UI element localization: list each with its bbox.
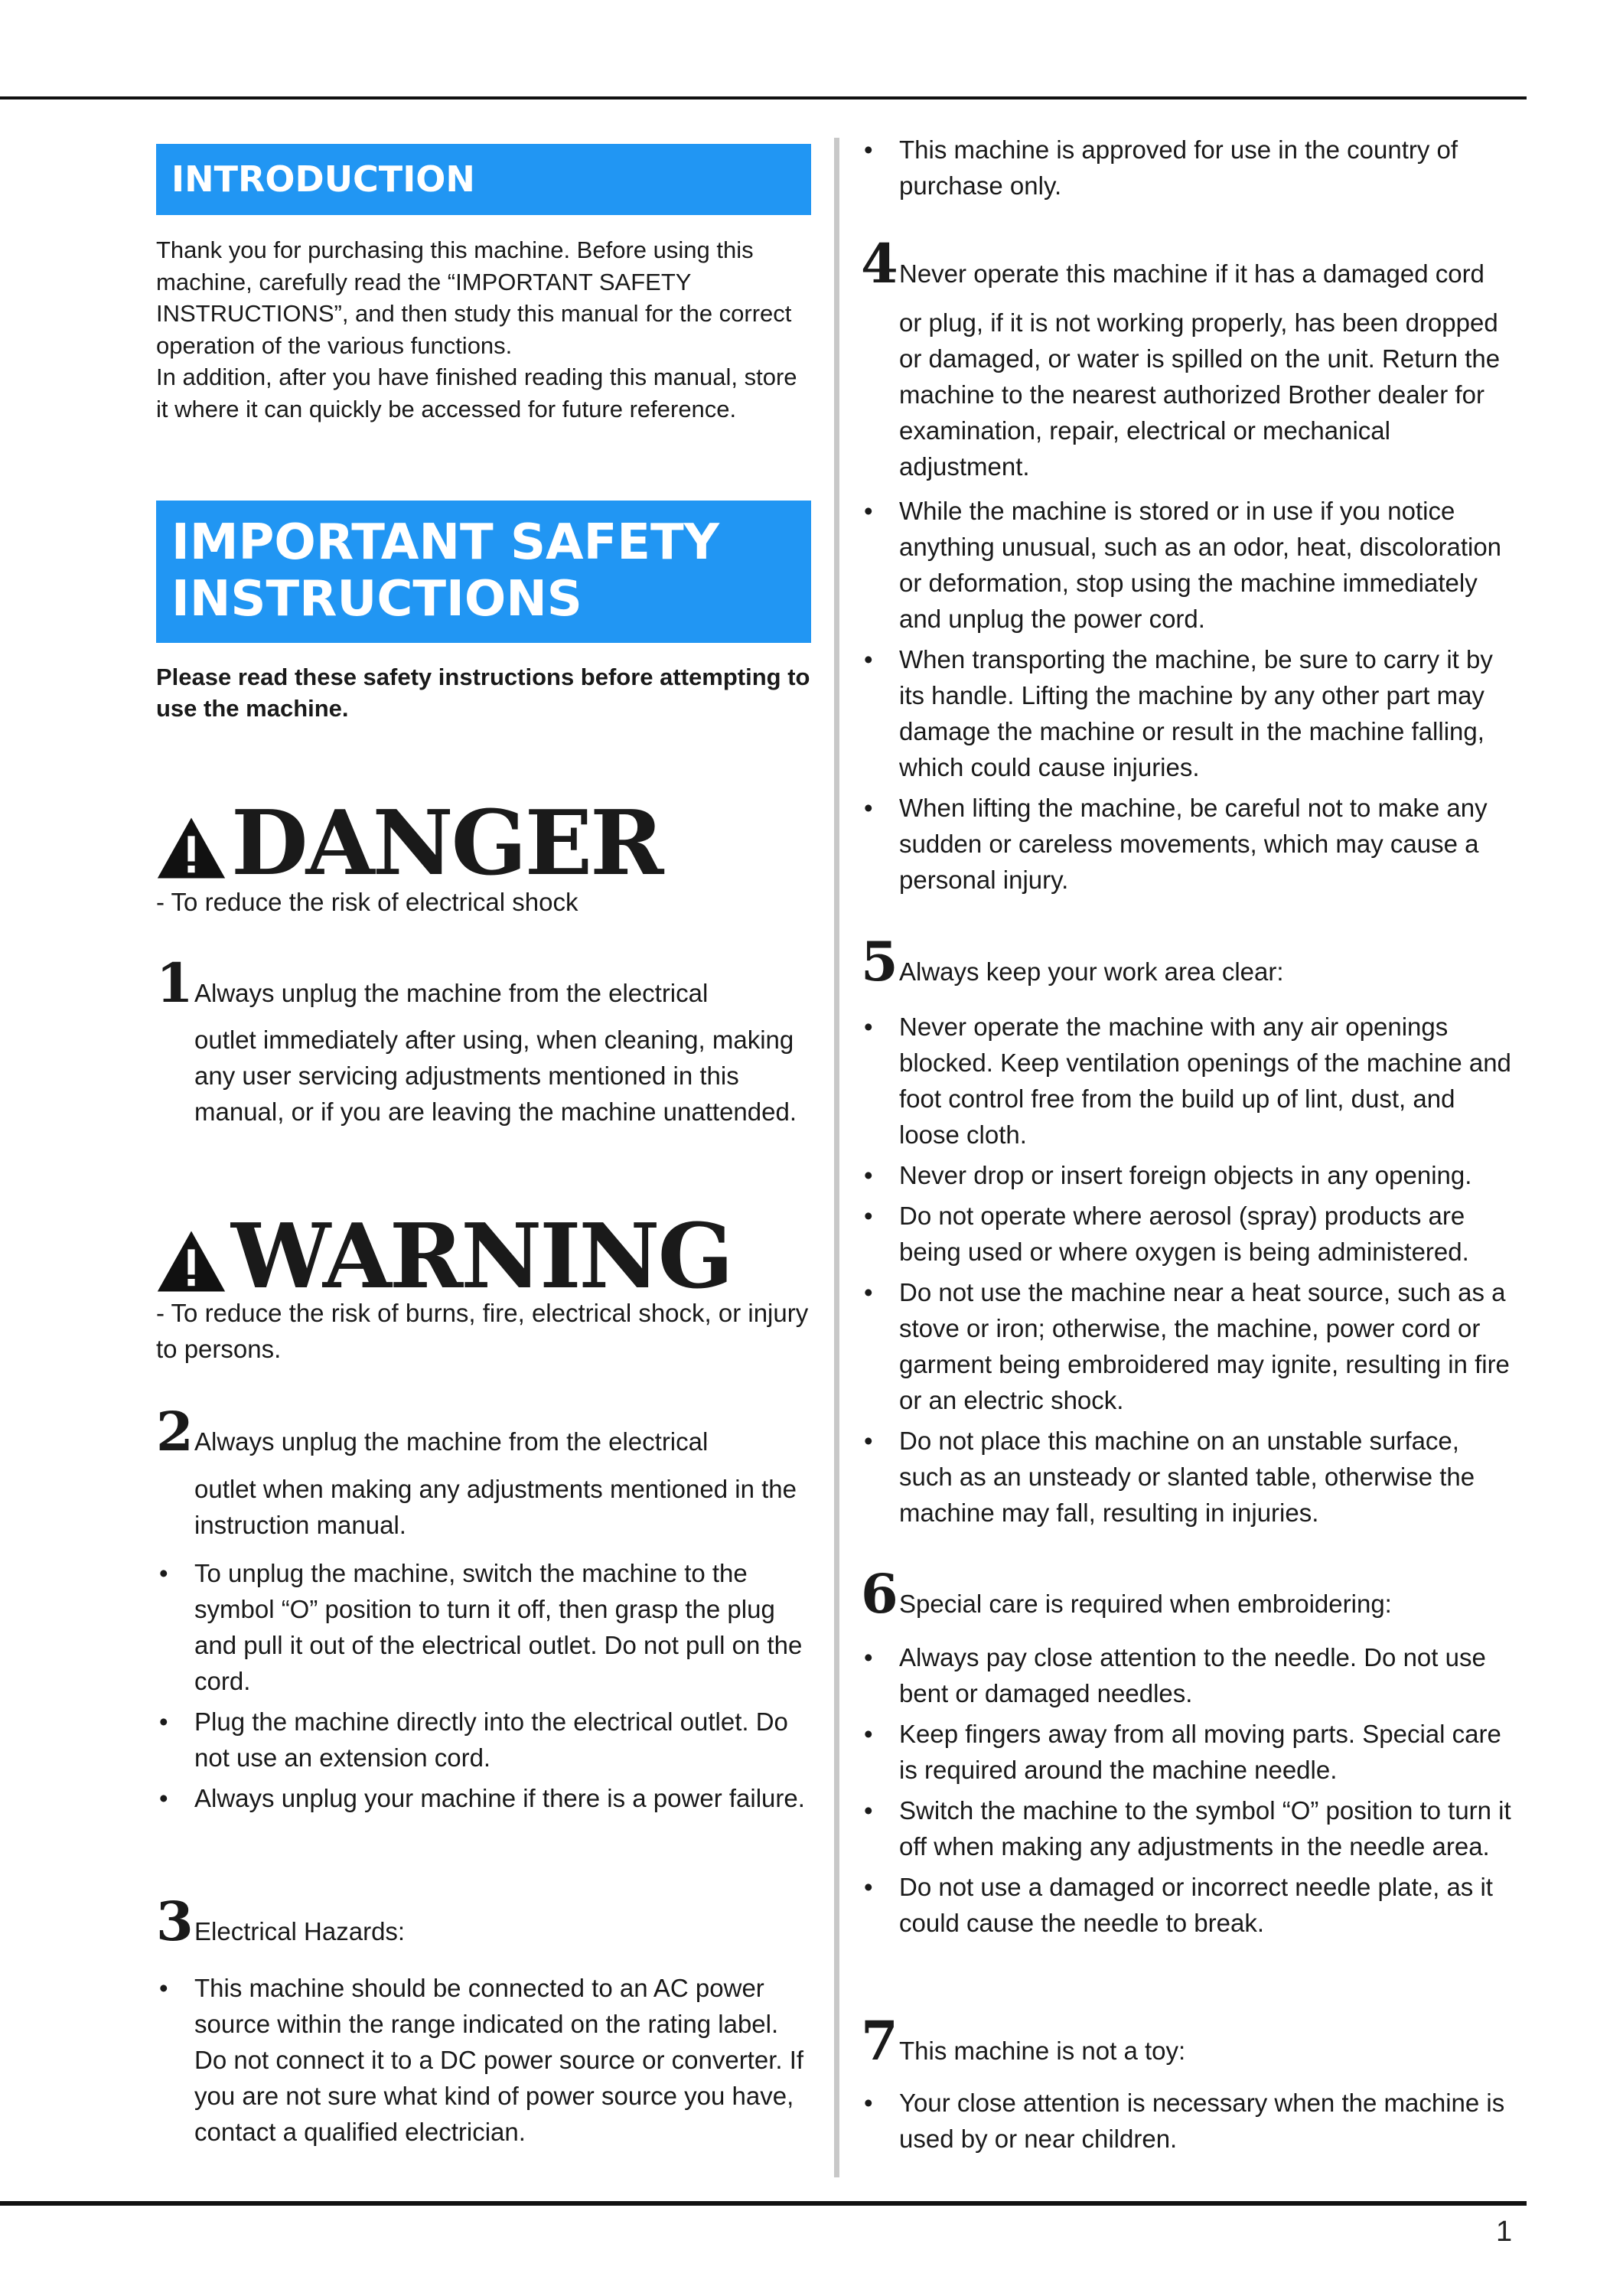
list-item: • Your close attention is necessary when the machine is used by or near children. <box>861 2085 1519 2157</box>
safety-heading-line1: IMPORTANT SAFETY <box>171 514 719 571</box>
item-3-heading <box>156 1890 406 1953</box>
list-item: • Never operate the machine with any air openings blocked. Keep ventilation openings of the machine and foot control free from the build up of lint, dust, and loose cloth. <box>861 1009 1519 1153</box>
item-4-text: or plug, if it is not working properly, has been dropped or damaged, or water is spilled on the unit. Return the machine to the nearest authorized Brother dealer for examination, repair, electrical or mechanical adjustment. <box>899 308 1501 481</box>
warning-triangle-icon <box>156 1229 227 1293</box>
item-7-bullets <box>861 2085 1519 2161</box>
item-4-bullets <box>861 493 1519 902</box>
introduction-heading <box>156 144 811 215</box>
item-2-first-line: Always unplug the machine from the electrical <box>194 1427 709 1456</box>
safety-note: Please read these safety instructions before attempting to use the machine. <box>156 664 810 722</box>
warning-word: WARNING <box>231 1205 732 1309</box>
list-item: • To unplug the machine, switch the machine to the symbol “O” position to turn it off, then grasp the plug and pull it out of the electrical outlet. Do not pull on the cord. <box>156 1555 811 1699</box>
introduction-text: Thank you for purchasing this machine. Before using this machine, carefully read the “IMPORTANT SAFETY INSTRUCTIONS”, and then study this manual for the correct operation of the various functions. In addition, after you have finished reading this manual, store it where it can quickly be accessed for future reference. <box>156 236 797 422</box>
item-6-bullets <box>861 1639 1519 1945</box>
item-1-number: 1 <box>156 951 194 1015</box>
top-rule <box>0 96 1527 99</box>
column-divider <box>834 138 839 2177</box>
list-item: • When transporting the machine, be sure to carry it by its handle. Lifting the machine by any other part may damage the machine or result in the machine falling, which could cause injuries. <box>861 641 1519 785</box>
list-item: • This machine should be connected to an AC power source within the range indicated on the rating label. Do not connect it to a DC power source or converter. If you are not sure what kind of power source you have, contact a qualified electrician. <box>156 1970 811 2150</box>
item-3-bullets <box>156 1970 811 2154</box>
item-3-number: 3 <box>156 1890 194 1953</box>
list-item: • Always pay close attention to the needle. Do not use bent or damaged needles. <box>861 1639 1519 1711</box>
item-6-heading <box>861 1562 1392 1626</box>
safety-heading <box>156 501 811 643</box>
bottom-rule <box>0 2201 1527 2206</box>
item-4-first-line: Never operate this machine if it has a damaged cord <box>899 259 1484 288</box>
danger-heading <box>156 791 662 895</box>
list-item: • Do not use a damaged or incorrect needle plate, as it could cause the needle to break. <box>861 1869 1519 1941</box>
list-item: • When lifting the machine, be careful not to make any sudden or careless movements, which may cause a personal injury. <box>861 790 1519 898</box>
list-item: • Do not use the machine near a heat source, such as a stove or iron; otherwise, the machine, power cord or garment being embroidered may ignite, resulting in fire or an electric shock. <box>861 1274 1519 1418</box>
item-2-text: outlet when making any adjustments mentioned in the instruction manual. <box>194 1475 797 1539</box>
page-number: 1 <box>1496 2216 1513 2248</box>
item-3-title: Electrical Hazards: <box>194 1917 406 1945</box>
item-6-title: Special care is required when embroidering: <box>899 1590 1392 1618</box>
warning-heading <box>156 1205 732 1309</box>
list-item: • This machine is approved for use in the country of purchase only. <box>861 132 1519 204</box>
list-item: • Never drop or insert foreign objects in any opening. <box>861 1157 1519 1193</box>
list-item: • Keep fingers away from all moving parts. Special care is required around the machine needle. <box>861 1716 1519 1788</box>
danger-word: DANGER <box>231 791 662 895</box>
warning-subtitle: - To reduce the risk of burns, fire, electrical shock, or injury to persons. <box>156 1299 809 1363</box>
item-5-title: Always keep your work area clear: <box>899 957 1284 986</box>
danger-subtitle: - To reduce the risk of electrical shock <box>156 888 578 916</box>
item-1-first-line: Always unplug the machine from the electrical <box>194 979 709 1007</box>
item-1-heading <box>156 951 709 1015</box>
item-5-number: 5 <box>861 930 898 993</box>
item-4-heading <box>861 232 1484 295</box>
safety-heading-line2: INSTRUCTIONS <box>171 571 582 628</box>
item-6-number: 6 <box>861 1562 898 1626</box>
list-item: • While the machine is stored or in use if you notice anything unusual, such as an odor, heat, discoloration or deformation, stop using the machine immediately and unplug the power cord. <box>861 493 1519 637</box>
item-2-heading <box>156 1400 709 1463</box>
introduction-heading-text: INTRODUCTION <box>171 158 475 200</box>
item-7-title: This machine is not a toy: <box>899 2037 1186 2065</box>
item-5-bullets <box>861 1009 1519 1535</box>
list-item: • Always unplug your machine if there is a power failure. <box>156 1780 811 1816</box>
list-item: • Plug the machine directly into the electrical outlet. Do not use an extension cord. <box>156 1704 811 1776</box>
item-4-number: 4 <box>861 232 898 295</box>
item-1-text: outlet immediately after using, when cleaning, making any user servicing adjustments mentioned in this manual, or if you are leaving the machine unattended. <box>194 1026 797 1126</box>
list-item: • Do not place this machine on an unstable surface, such as an unsteady or slanted table, otherwise the machine may fall, resulting in injuries. <box>861 1423 1519 1531</box>
top-bullets <box>861 132 1519 208</box>
item-7-heading <box>861 2009 1186 2073</box>
list-item: • Switch the machine to the symbol “O” position to turn it off when making any adjustments in the needle area. <box>861 1792 1519 1864</box>
item-2-bullets <box>156 1555 811 1821</box>
warning-triangle-icon <box>156 816 227 880</box>
item-5-heading <box>861 930 1284 993</box>
item-7-number: 7 <box>861 2009 898 2073</box>
list-item: • Do not operate where aerosol (spray) products are being used or where oxygen is being administered. <box>861 1198 1519 1270</box>
item-2-number: 2 <box>156 1400 194 1463</box>
